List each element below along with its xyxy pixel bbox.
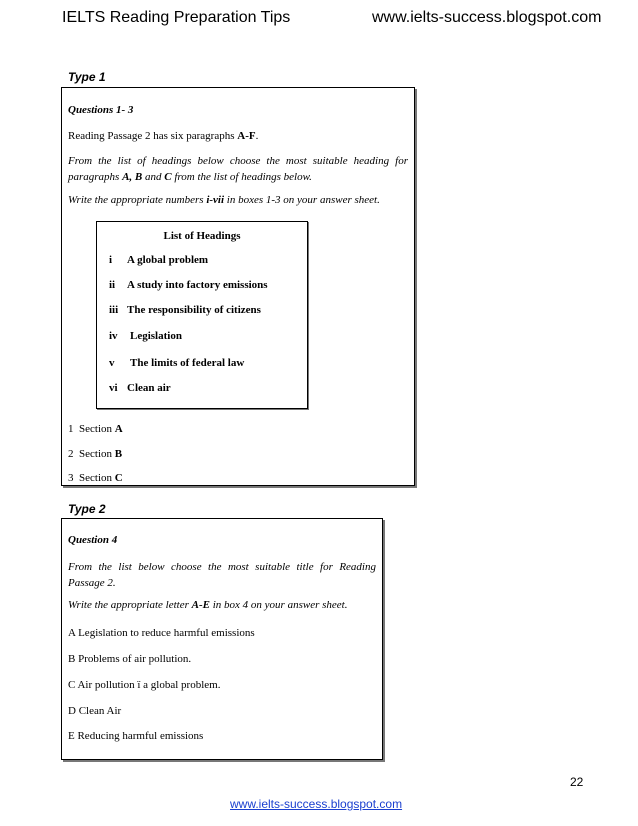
type2-instruction-2: Write the appropriate letter A-E in box 4 on your answer sheet.: [68, 599, 348, 611]
page-number: 22: [570, 775, 584, 789]
type2-question: Question 4: [68, 534, 118, 546]
heading-item: i A global problem: [109, 254, 209, 266]
type1-box: [61, 87, 415, 486]
type1-questions: Questions 1- 3: [68, 104, 134, 116]
answer-section-2: 2 Section B: [68, 448, 123, 460]
type2-instruction-1: From the list below choose the most suitable title for Reading Passage 2.: [68, 561, 376, 589]
type1-label: Type 1: [68, 70, 106, 84]
option-d: D Clean Air: [68, 705, 122, 717]
footer-link[interactable]: www.ielts-success.blogspot.com: [230, 797, 403, 811]
type2-label: Type 2: [68, 502, 106, 516]
header-site: www.ielts-success.blogspot.com: [372, 9, 602, 26]
list-of-headings-title: List of Headings: [163, 230, 241, 242]
option-e: E Reducing harmful emissions: [68, 730, 204, 742]
heading-item: ii A study into factory emissions: [109, 279, 268, 291]
heading-item: iii The responsibility of citizens: [109, 304, 261, 316]
option-c: C Air pollution ï a global problem.: [68, 679, 221, 691]
header-title: IELTS Reading Preparation Tips: [62, 9, 291, 26]
option-a: A Legislation to reduce harmful emissions: [68, 627, 255, 639]
type2-box: [61, 518, 383, 760]
heading-item: v The limits of federal law: [109, 357, 245, 369]
option-b: B Problems of air pollution.: [68, 653, 192, 665]
type1-intro: Reading Passage 2 has six paragraphs A-F.: [68, 130, 259, 142]
type1-instruction-2: Write the appropriate numbers i-vii in boxes 1-3 on your answer sheet.: [68, 194, 380, 206]
answer-section-1: 1 Section A: [68, 423, 123, 435]
list-of-headings-box: [96, 221, 308, 409]
type1-instruction-1: From the list of headings below choose the most suitable heading for paragraphs A, B and C from the list of headings below.: [68, 155, 408, 183]
heading-item: vi Clean air: [109, 382, 171, 394]
heading-item: iv Legislation: [109, 330, 182, 342]
answer-section-3: 3 Section C: [68, 472, 123, 484]
